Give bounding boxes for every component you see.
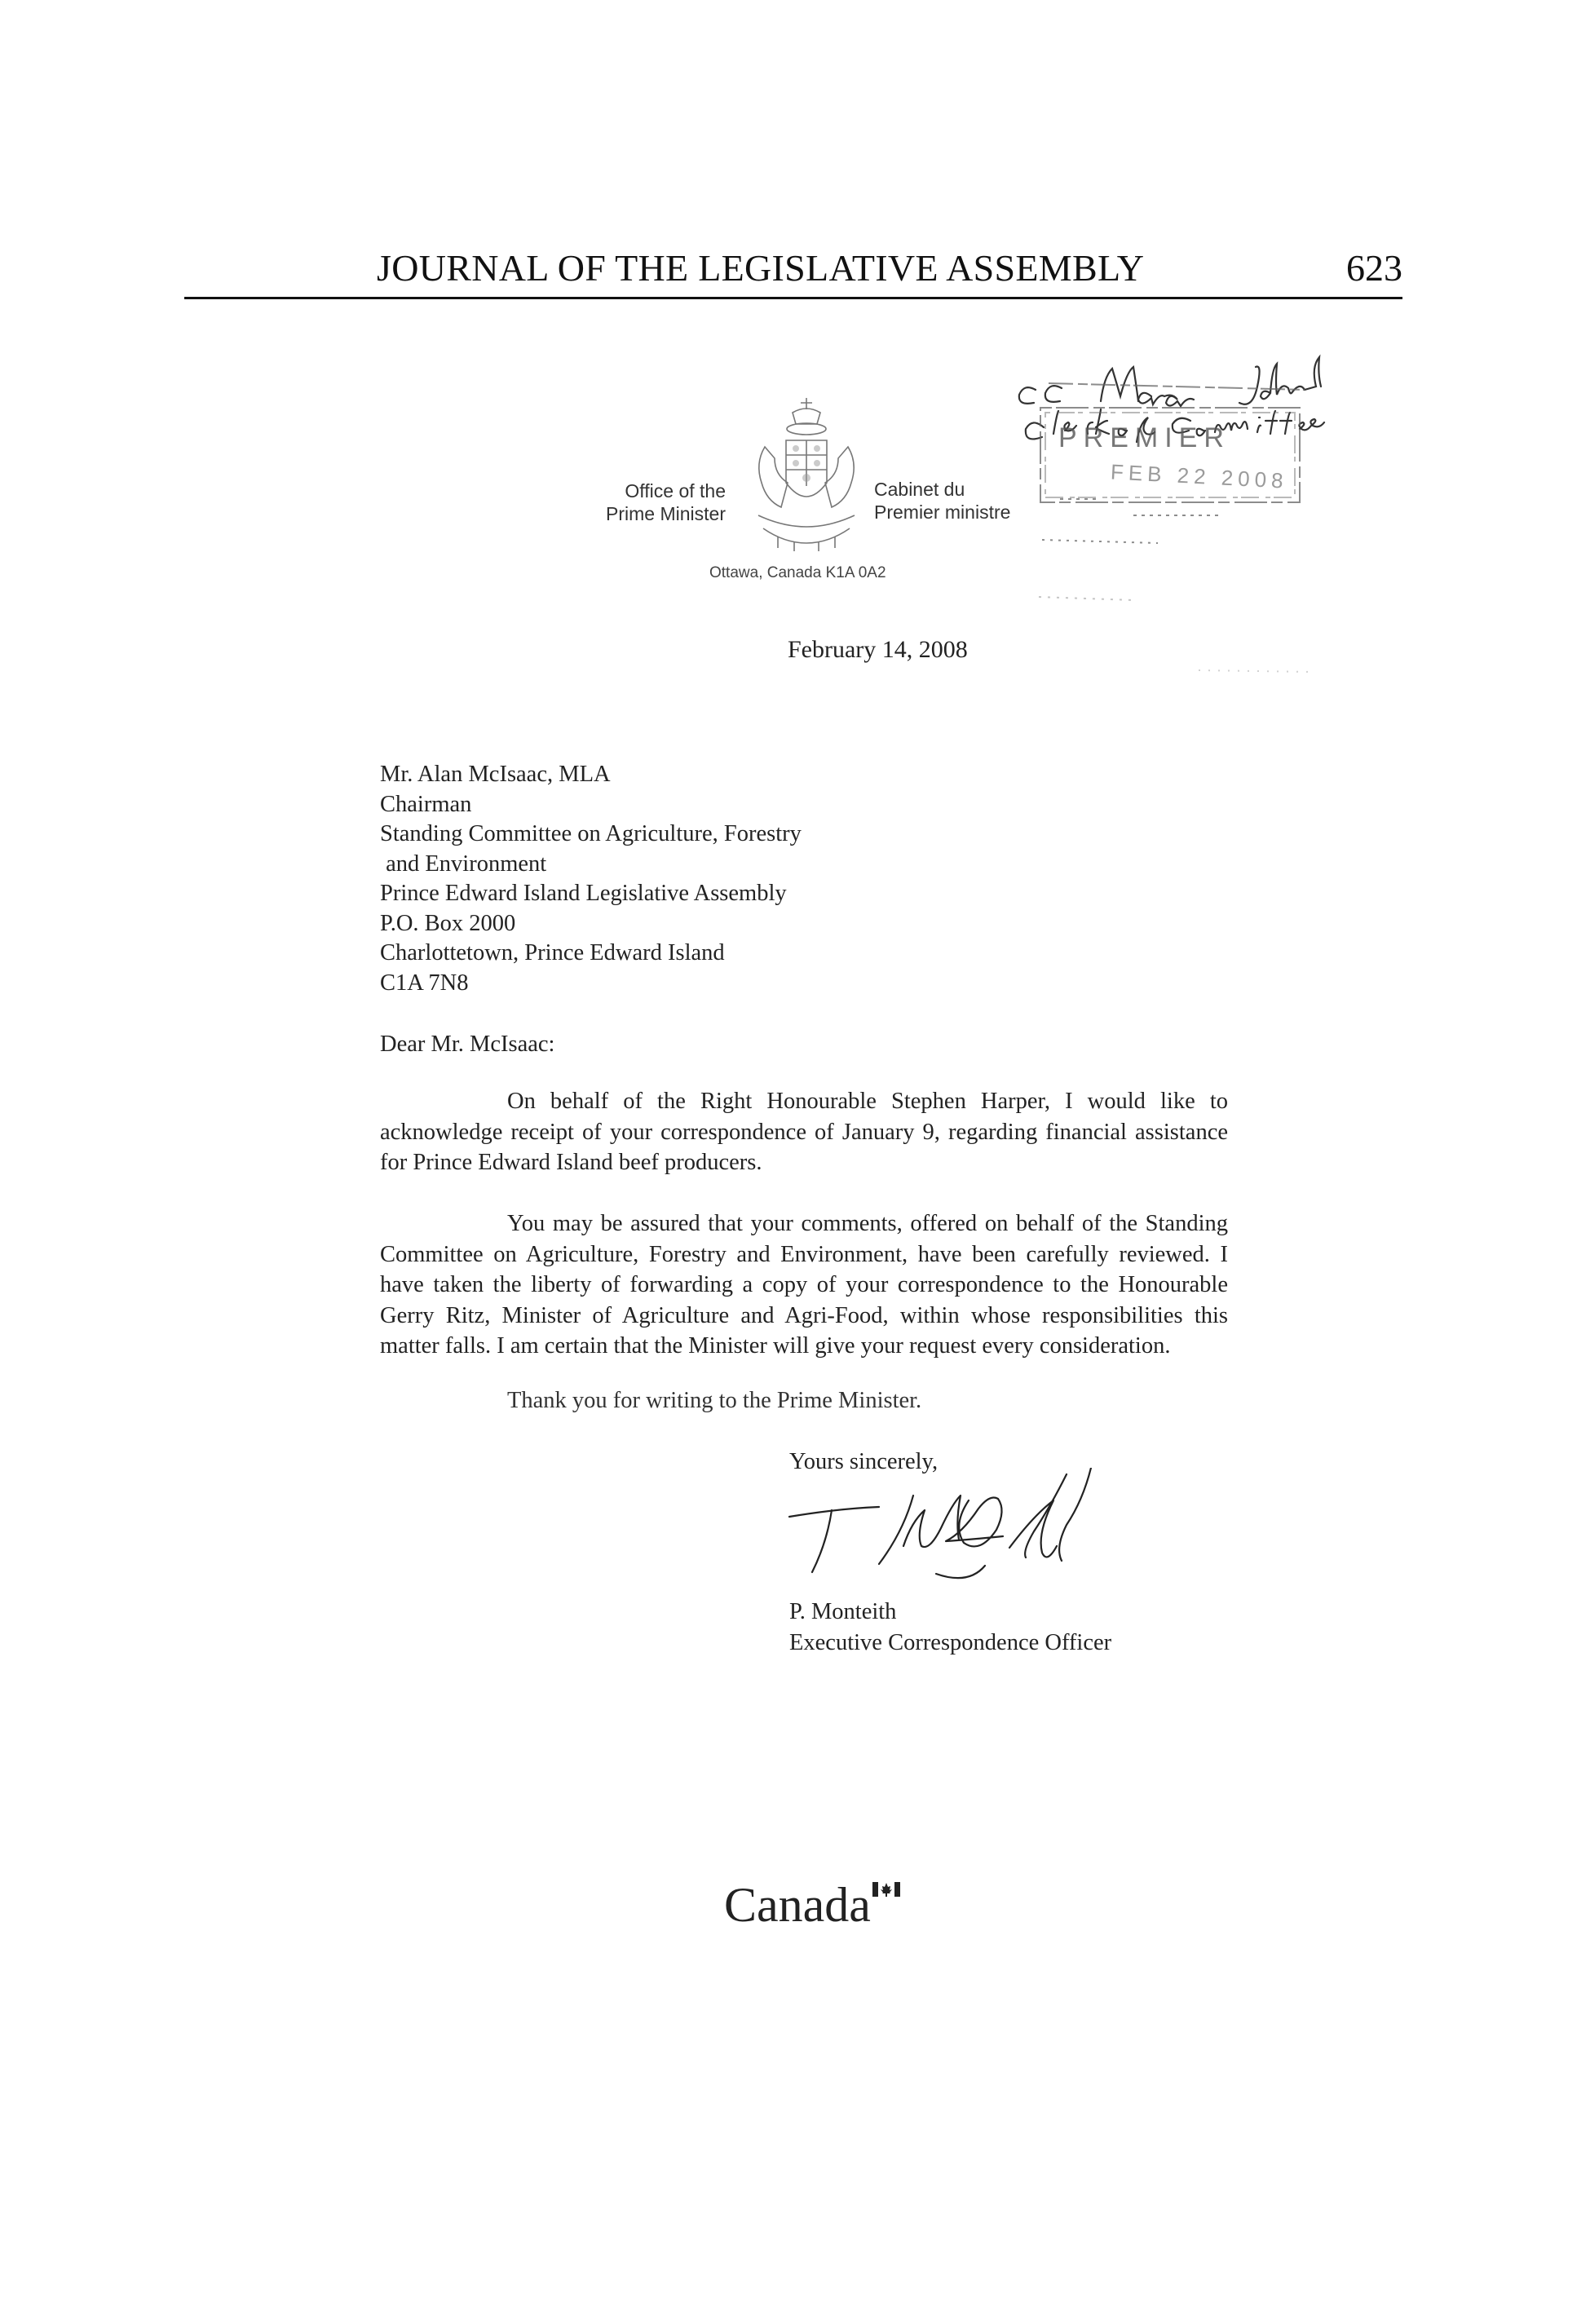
- stamp-date: FEB 22 2008: [1110, 459, 1289, 493]
- body-paragraph-1: On behalf of the Right Honourable Stephen Harper, I would like to acknowledge receipt of your correspondence of January 9, regarding financial assistance for Prince Edward Island beef producers.: [380, 1089, 1228, 1175]
- signer-block: [789, 1597, 1111, 1659]
- received-stamp: [1036, 377, 1313, 727]
- letterhead-office-en: [563, 479, 726, 525]
- handwritten-signature: [773, 1468, 1132, 1615]
- letterhead-office-en-line2: Prime Minister: [606, 503, 726, 524]
- letter-date: February 14, 2008: [788, 636, 968, 663]
- signer-title: Executive Correspondence Officer: [789, 1630, 1112, 1655]
- recipient-committee: Standing Committee on Agriculture, Forestry: [380, 821, 802, 846]
- body-paragraph-2: You may be assured that your comments, offered on behalf of the Standing Committee on Agriculture, Forestry and Environment, have been carefully reviewed. I have taken the liberty of forwarding a copy of your correspondence to the Honourable Gerry Ritz, Minister of Agriculture and Agri-Food, within whose responsibilities this matter falls. I am certain that the Minister will give your request every consideration.: [380, 1211, 1228, 1359]
- closing: Yours sincerely,: [789, 1449, 939, 1474]
- running-head: [184, 243, 1402, 299]
- canada-flag-icon: [872, 1880, 900, 1898]
- recipient-name: Mr. Alan McIsaac, MLA: [380, 762, 611, 787]
- letterhead-office-fr-line2: Premier ministre: [874, 501, 1011, 523]
- letterhead-office-en-line1: Office of the: [625, 480, 726, 501]
- letterhead-office-fr-line1: Cabinet du: [874, 479, 965, 500]
- journal-title: JOURNAL OF THE LEGISLATIVE ASSEMBLY: [377, 247, 1145, 289]
- signer-name: P. Monteith: [789, 1599, 897, 1624]
- wordmark-text: Canada: [724, 1878, 871, 1932]
- recipient-organization: Prince Edward Island Legislative Assembly: [380, 881, 787, 906]
- recipient-city: Charlottetown, Prince Edward Island: [380, 940, 725, 965]
- recipient-title: Chairman: [380, 791, 472, 817]
- recipient-address: [380, 760, 951, 998]
- coat-of-arms-icon: [745, 393, 868, 556]
- stamp-label: PREMIER: [1058, 422, 1230, 453]
- recipient-postal-code: C1A 7N8: [380, 970, 469, 996]
- page-number: 623: [1346, 247, 1402, 289]
- body-paragraph-3: Thank you for writing to the Prime Minister.: [507, 1388, 922, 1413]
- recipient-committee-cont: and Environment: [380, 851, 547, 877]
- letterhead-office-fr: [874, 478, 1070, 524]
- letterhead-address: Ottawa, Canada K1A 0A2: [709, 564, 886, 581]
- salutation: Dear Mr. McIsaac:: [380, 1032, 555, 1057]
- recipient-po-box: P.O. Box 2000: [380, 910, 516, 936]
